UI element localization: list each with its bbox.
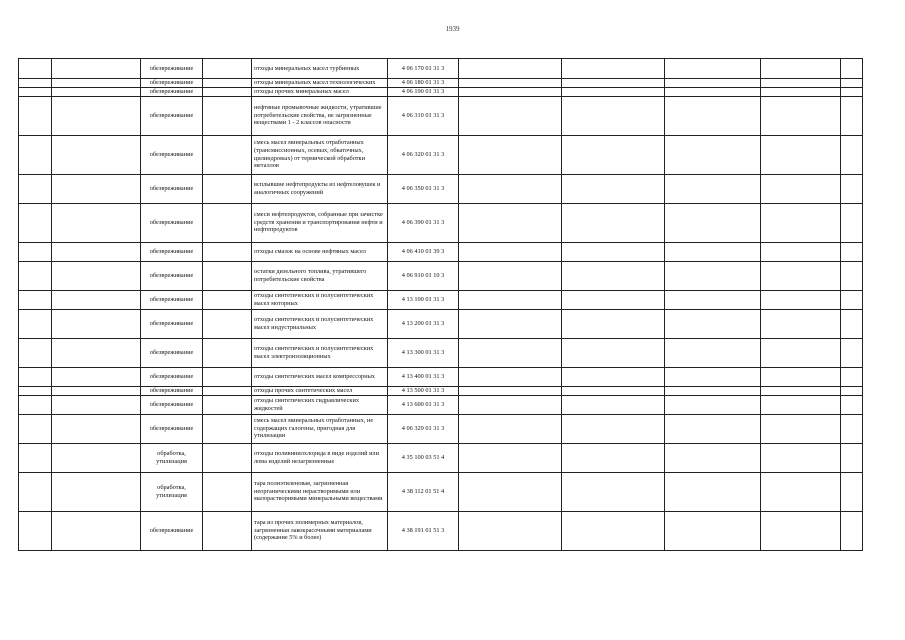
empty-cell [562, 367, 665, 386]
empty-cell [203, 290, 252, 309]
empty-cell [52, 290, 141, 309]
empty-cell [761, 242, 841, 261]
empty-cell [761, 309, 841, 338]
empty-cell [841, 203, 863, 242]
table-row [19, 242, 863, 261]
empty-cell [52, 395, 141, 414]
fkko-code-cell: 4 35 100 03 51 4 [388, 443, 459, 472]
empty-cell [562, 88, 665, 97]
empty-cell [19, 472, 52, 511]
table-row [19, 135, 863, 174]
table-row [19, 443, 863, 472]
empty-cell [19, 290, 52, 309]
empty-cell [761, 472, 841, 511]
empty-cell [841, 367, 863, 386]
waste-name-cell: остатки дизельного топлива, утратившего потребительские свойства [252, 261, 388, 290]
empty-cell [665, 414, 761, 443]
handling-method-cell: обезвреживание [141, 174, 203, 203]
handling-method-cell: обработка, утилизация [141, 472, 203, 511]
handling-method-cell: обезвреживание [141, 261, 203, 290]
empty-cell [665, 79, 761, 88]
empty-cell [203, 395, 252, 414]
empty-cell [19, 59, 52, 79]
empty-cell [562, 338, 665, 367]
fkko-code-cell: 4 06 390 01 31 3 [388, 203, 459, 242]
fkko-code-cell: 4 06 350 01 31 3 [388, 174, 459, 203]
empty-cell [841, 290, 863, 309]
empty-cell [19, 79, 52, 88]
empty-cell [459, 338, 562, 367]
waste-name-cell: тара полиэтиленовая, загрязненная неорганическими нерастворимыми или малорастворимыми минеральными веществами [252, 472, 388, 511]
empty-cell [52, 59, 141, 79]
empty-cell [203, 367, 252, 386]
empty-cell [19, 338, 52, 367]
handling-method-cell: обезвреживание [141, 309, 203, 338]
fkko-code-cell: 4 06 320 01 31 3 [388, 135, 459, 174]
table-row [19, 395, 863, 414]
empty-cell [761, 414, 841, 443]
empty-cell [459, 59, 562, 79]
empty-cell [52, 367, 141, 386]
empty-cell [19, 511, 52, 550]
empty-cell [665, 290, 761, 309]
empty-cell [665, 59, 761, 79]
waste-register-table [18, 58, 863, 551]
empty-cell [562, 59, 665, 79]
handling-method-cell: обезвреживание [141, 338, 203, 367]
table-row [19, 367, 863, 386]
empty-cell [665, 88, 761, 97]
empty-cell [52, 261, 141, 290]
empty-cell [761, 261, 841, 290]
empty-cell [19, 414, 52, 443]
table-row [19, 88, 863, 97]
empty-cell [52, 96, 141, 135]
empty-cell [19, 367, 52, 386]
empty-cell [841, 414, 863, 443]
table-row [19, 511, 863, 550]
empty-cell [203, 338, 252, 367]
handling-method-cell: обезвреживание [141, 395, 203, 414]
table-row [19, 174, 863, 203]
empty-cell [761, 386, 841, 395]
empty-cell [459, 79, 562, 88]
empty-cell [459, 88, 562, 97]
empty-cell [562, 290, 665, 309]
empty-cell [562, 443, 665, 472]
table-row [19, 79, 863, 88]
fkko-code-cell: 4 13 300 01 31 3 [388, 338, 459, 367]
fkko-code-cell: 4 06 170 01 31 3 [388, 59, 459, 79]
table-row [19, 59, 863, 79]
empty-cell [203, 414, 252, 443]
empty-cell [841, 261, 863, 290]
handling-method-cell: обезвреживание [141, 135, 203, 174]
table-row [19, 290, 863, 309]
empty-cell [19, 386, 52, 395]
empty-cell [761, 135, 841, 174]
empty-cell [841, 96, 863, 135]
waste-name-cell: смеси нефтепродуктов, собранные при зачистке средств хранения и транспортирования нефти и нефтепродуктов [252, 203, 388, 242]
empty-cell [761, 88, 841, 97]
handling-method-cell: обезвреживание [141, 242, 203, 261]
waste-name-cell: отходы минеральных масел турбинных [252, 59, 388, 79]
fkko-code-cell: 4 13 200 01 31 3 [388, 309, 459, 338]
empty-cell [665, 386, 761, 395]
waste-name-cell: отходы поливинилхлорида в виде изделий или лома изделий незагрязненные [252, 443, 388, 472]
empty-cell [52, 309, 141, 338]
empty-cell [203, 79, 252, 88]
handling-method-cell: обработка, утилизация [141, 443, 203, 472]
waste-name-cell: отходы синтетических и полусинтетических масел моторных [252, 290, 388, 309]
empty-cell [562, 511, 665, 550]
empty-cell [761, 367, 841, 386]
waste-name-cell: отходы синтетических масел компрессорных [252, 367, 388, 386]
empty-cell [52, 443, 141, 472]
empty-cell [841, 79, 863, 88]
empty-cell [52, 203, 141, 242]
empty-cell [203, 135, 252, 174]
empty-cell [19, 309, 52, 338]
empty-cell [761, 96, 841, 135]
empty-cell [52, 386, 141, 395]
empty-cell [841, 472, 863, 511]
empty-cell [19, 242, 52, 261]
empty-cell [19, 174, 52, 203]
handling-method-cell: обезвреживание [141, 386, 203, 395]
waste-name-cell: отходы смазок на основе нефтяных масел [252, 242, 388, 261]
empty-cell [665, 511, 761, 550]
empty-cell [665, 338, 761, 367]
empty-cell [52, 414, 141, 443]
empty-cell [459, 367, 562, 386]
empty-cell [19, 96, 52, 135]
empty-cell [761, 443, 841, 472]
empty-cell [52, 511, 141, 550]
empty-cell [203, 472, 252, 511]
empty-cell [19, 135, 52, 174]
empty-cell [52, 79, 141, 88]
fkko-code-cell: 4 06 180 01 31 3 [388, 79, 459, 88]
handling-method-cell: обезвреживание [141, 511, 203, 550]
empty-cell [459, 472, 562, 511]
page-number: 1939 [445, 25, 460, 33]
empty-cell [665, 261, 761, 290]
empty-cell [841, 309, 863, 338]
empty-cell [841, 443, 863, 472]
waste-name-cell: всплывшие нефтепродукты из нефтеловушек и аналогичных сооружений [252, 174, 388, 203]
empty-cell [203, 309, 252, 338]
empty-cell [562, 242, 665, 261]
handling-method-cell: обезвреживание [141, 414, 203, 443]
empty-cell [841, 174, 863, 203]
empty-cell [19, 88, 52, 97]
empty-cell [19, 203, 52, 242]
handling-method-cell: обезвреживание [141, 79, 203, 88]
empty-cell [459, 174, 562, 203]
handling-method-cell: обезвреживание [141, 290, 203, 309]
table-row [19, 261, 863, 290]
empty-cell [459, 395, 562, 414]
empty-cell [562, 309, 665, 338]
waste-name-cell: отходы прочих синтетических масел [252, 386, 388, 395]
fkko-code-cell: 4 06 190 01 31 3 [388, 88, 459, 97]
waste-name-cell: тара из прочих полимерных материалов, загрязненная лакокрасочными материалами (содержание 5% и более) [252, 511, 388, 550]
empty-cell [562, 203, 665, 242]
empty-cell [761, 290, 841, 309]
table-row [19, 414, 863, 443]
empty-cell [19, 395, 52, 414]
empty-cell [459, 414, 562, 443]
fkko-code-cell: 4 06 910 01 10 3 [388, 261, 459, 290]
empty-cell [459, 386, 562, 395]
handling-method-cell: обезвреживание [141, 367, 203, 386]
empty-cell [19, 443, 52, 472]
waste-name-cell: отходы прочих минеральных масел [252, 88, 388, 97]
empty-cell [665, 135, 761, 174]
empty-cell [562, 472, 665, 511]
empty-cell [665, 309, 761, 338]
empty-cell [562, 395, 665, 414]
empty-cell [841, 242, 863, 261]
empty-cell [761, 395, 841, 414]
empty-cell [203, 96, 252, 135]
waste-name-cell: отходы синтетических гидравлических жидкостей [252, 395, 388, 414]
waste-name-cell: нефтяные промывочные жидкости, утратившие потребительские свойства, не загрязненные веществами 1 - 2 классов опасности [252, 96, 388, 135]
empty-cell [203, 261, 252, 290]
empty-cell [665, 242, 761, 261]
empty-cell [562, 414, 665, 443]
fkko-code-cell: 4 06 329 01 31 3 [388, 414, 459, 443]
empty-cell [665, 443, 761, 472]
empty-cell [841, 88, 863, 97]
empty-cell [459, 203, 562, 242]
table-row [19, 203, 863, 242]
empty-cell [52, 242, 141, 261]
waste-name-cell: смесь масел минеральных отработанных (трансмиссионных, осевых, обкаточных, цилиндровых) от термической обработки металлов [252, 135, 388, 174]
empty-cell [203, 443, 252, 472]
empty-cell [562, 261, 665, 290]
empty-cell [562, 79, 665, 88]
fkko-code-cell: 4 13 600 01 31 3 [388, 395, 459, 414]
empty-cell [761, 174, 841, 203]
table-row [19, 96, 863, 135]
empty-cell [841, 386, 863, 395]
empty-cell [459, 261, 562, 290]
empty-cell [562, 386, 665, 395]
empty-cell [562, 135, 665, 174]
empty-cell [841, 338, 863, 367]
empty-cell [665, 472, 761, 511]
empty-cell [562, 96, 665, 135]
waste-name-cell: смесь масел минеральных отработанных, не содержащих галогены, пригодная для утилизации [252, 414, 388, 443]
empty-cell [52, 338, 141, 367]
empty-cell [459, 309, 562, 338]
fkko-code-cell: 4 13 100 01 31 3 [388, 290, 459, 309]
empty-cell [459, 135, 562, 174]
empty-cell [459, 511, 562, 550]
empty-cell [841, 135, 863, 174]
empty-cell [665, 174, 761, 203]
fkko-code-cell: 4 38 112 01 51 4 [388, 472, 459, 511]
empty-cell [459, 96, 562, 135]
empty-cell [761, 338, 841, 367]
empty-cell [761, 203, 841, 242]
empty-cell [203, 59, 252, 79]
fkko-code-cell: 4 06 310 01 31 3 [388, 96, 459, 135]
empty-cell [665, 96, 761, 135]
empty-cell [665, 395, 761, 414]
empty-cell [52, 472, 141, 511]
empty-cell [459, 242, 562, 261]
empty-cell [203, 242, 252, 261]
empty-cell [203, 88, 252, 97]
empty-cell [562, 174, 665, 203]
fkko-code-cell: 4 13 500 01 31 3 [388, 386, 459, 395]
table-row [19, 386, 863, 395]
handling-method-cell: обезвреживание [141, 88, 203, 97]
table-row [19, 309, 863, 338]
empty-cell [841, 59, 863, 79]
handling-method-cell: обезвреживание [141, 59, 203, 79]
empty-cell [841, 395, 863, 414]
empty-cell [52, 88, 141, 97]
fkko-code-cell: 4 38 191 01 51 3 [388, 511, 459, 550]
empty-cell [761, 79, 841, 88]
handling-method-cell: обезвреживание [141, 96, 203, 135]
table-row [19, 338, 863, 367]
empty-cell [459, 443, 562, 472]
waste-name-cell: отходы минеральных масел технологических [252, 79, 388, 88]
empty-cell [761, 59, 841, 79]
empty-cell [52, 174, 141, 203]
empty-cell [761, 511, 841, 550]
empty-cell [19, 261, 52, 290]
empty-cell [665, 367, 761, 386]
empty-cell [203, 203, 252, 242]
fkko-code-cell: 4 06 410 01 39 3 [388, 242, 459, 261]
waste-name-cell: отходы синтетических и полусинтетических масел электроизоляционных [252, 338, 388, 367]
empty-cell [841, 511, 863, 550]
empty-cell [203, 174, 252, 203]
waste-name-cell: отходы синтетических и полусинтетических масел индустриальных [252, 309, 388, 338]
table-row [19, 472, 863, 511]
empty-cell [52, 135, 141, 174]
empty-cell [665, 203, 761, 242]
empty-cell [203, 511, 252, 550]
handling-method-cell: обезвреживание [141, 203, 203, 242]
empty-cell [203, 386, 252, 395]
empty-cell [459, 290, 562, 309]
fkko-code-cell: 4 13 400 01 31 3 [388, 367, 459, 386]
